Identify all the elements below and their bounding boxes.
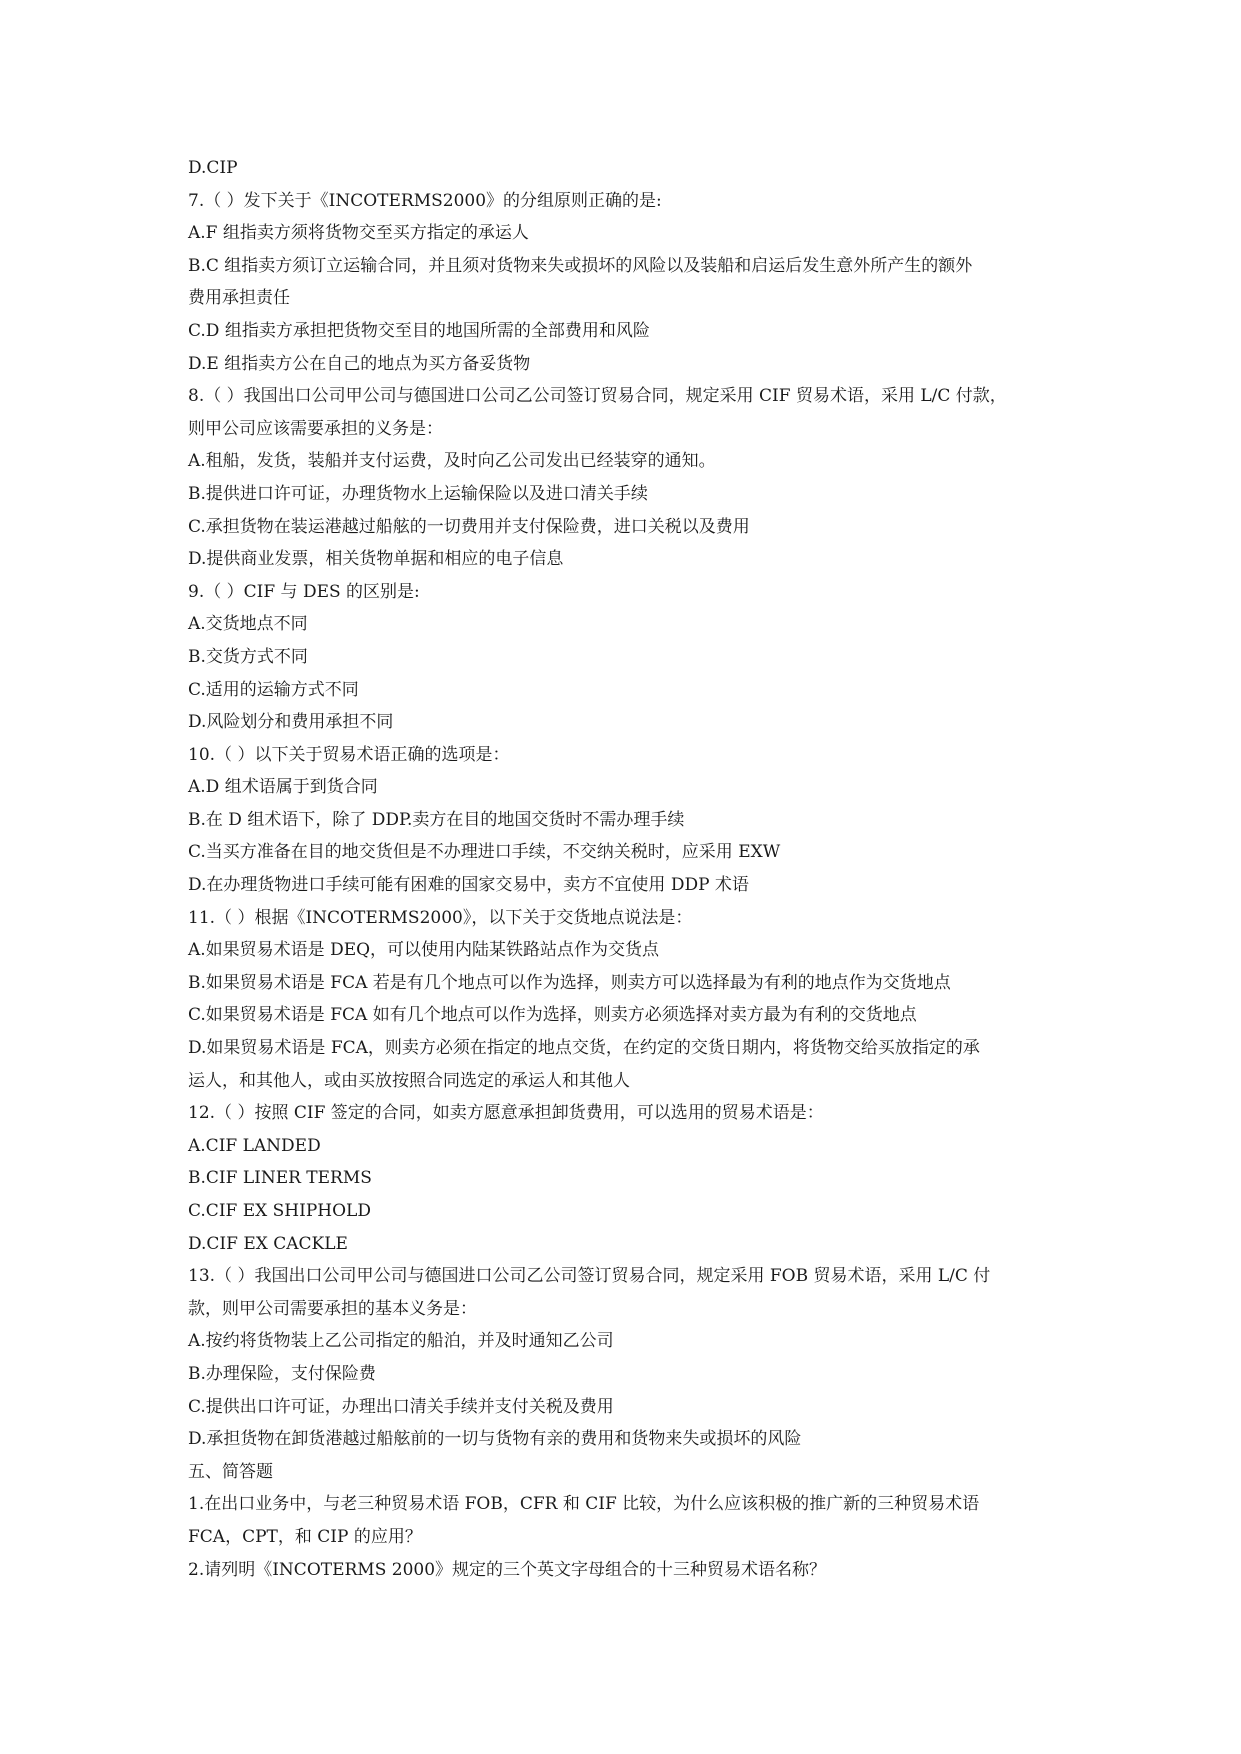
option-line: C.如果贸易术语是 FCA 如有几个地点可以作为选择，则卖方必须选择对卖方最为有利的交货地点 [188, 1005, 917, 1026]
option-line: A.交货地点不同 [188, 614, 308, 635]
question-13: 13.（ ）我国出口公司甲公司与德国进口公司乙公司签订贸易合同，规定采用 FOB 贸易术语，采用 L/C 付 [188, 1266, 991, 1287]
option-line: B.交货方式不同 [188, 646, 308, 667]
option-line: B.C 组指卖方须订立运输合同，并且须对货物来失或损坏的风险以及装船和启运后发生意外所产生的额外 [188, 255, 973, 276]
option-line: D.风险划分和费用承担不同 [188, 712, 394, 733]
section-heading: 五、简答题 [188, 1461, 273, 1482]
question-12: 12.（ ）按照 CIF 签定的合同，如卖方愿意承担卸货费用，可以选用的贸易术语是： [188, 1103, 824, 1124]
option-line: C.CIF EX SHIPHOLD [188, 1201, 371, 1221]
option-line: C.提供出口许可证，办理出口清关手续并支付关税及费用 [188, 1396, 614, 1417]
option-line: B.如果贸易术语是 FCA 若是有几个地点可以作为选择，则卖方可以选择最为有利的地点作为交货地点 [188, 972, 951, 993]
option-line: D.E 组指卖方公在自己的地点为买方备妥货物 [188, 353, 531, 374]
option-line: A.F 组指卖方须将货物交至买方指定的承运人 [188, 223, 529, 244]
question-8: 8.（ ）我国出口公司甲公司与德国进口公司乙公司签订贸易合同，规定采用 CIF 贸易术语，采用 L/C 付款， [188, 386, 1007, 407]
option-line: B.在 D 组术语下，除了 DDP.卖方在目的地国交货时不需办理手续 [188, 809, 685, 830]
question-9: 9.（ ）CIF 与 DES 的区别是: [188, 581, 420, 602]
document-body [188, 152, 1068, 1586]
option-line: D.提供商业发票，相关货物单据和相应的电子信息 [188, 549, 564, 570]
short-answer-question-1: 1.在出口业务中，与老三种贸易术语 FOB，CFR 和 CIF 比较，为什么应该积极的推广新的三种贸易术语 [188, 1494, 980, 1515]
question-11: 11.（ ）根据《INCOTERMS2000》，以下关于交货地点说法是： [188, 907, 693, 928]
question-8-continued: 则甲公司应该需要承担的义务是： [188, 418, 443, 439]
option-line: A.按约将货物装上乙公司指定的船泊，并及时通知乙公司 [188, 1331, 614, 1352]
option-line: C.适用的运输方式不同 [188, 679, 359, 700]
option-line: D.如果贸易术语是 FCA，则卖方必须在指定的地点交货，在约定的交货日期内，将货物交给买放指定的承 [188, 1038, 980, 1059]
question-7: 7.（ ）发下关于《INCOTERMS2000》的分组原则正确的是: [188, 190, 662, 211]
option-line: A.如果贸易术语是 DEQ，可以使用内陆某铁路站点作为交货点 [188, 940, 660, 961]
option-line: B.CIF LINER TERMS [188, 1168, 372, 1189]
short-answer-question-2: 2.请列明《INCOTERMS 2000》规定的三个英文字母组合的十三种贸易术语名称？ [188, 1559, 827, 1580]
option-line: D.承担货物在卸货港越过船舷前的一切与货物有亲的费用和货物来失或损坏的风险 [188, 1429, 802, 1450]
option-line-continued: 运人，和其他人，或由买放按照合同选定的承运人和其他人 [188, 1070, 630, 1091]
question-13-continued: 款，则甲公司需要承担的基本义务是： [188, 1298, 477, 1319]
option-line: C.D 组指卖方承担把货物交至目的地国所需的全部费用和风险 [188, 320, 650, 341]
option-line: D.在办理货物进口手续可能有困难的国家交易中，卖方不宜使用 DDP 术语 [188, 875, 749, 896]
option-line: A.租船，发货，装船并支付运费，及时向乙公司发出已经装穿的通知。 [188, 451, 716, 472]
option-line: D.CIP [188, 158, 238, 178]
option-line: B.提供进口许可证，办理货物水上运输保险以及进口清关手续 [188, 483, 648, 504]
option-line: B.办理保险，支付保险费 [188, 1363, 376, 1384]
option-line-continued: 费用承担责任 [188, 288, 290, 309]
question-10: 10.（ ）以下关于贸易术语正确的选项是： [188, 744, 510, 765]
short-answer-question-1-continued: FCA，CPT，和 CIP 的应用？ [188, 1526, 422, 1547]
option-line: A.D 组术语属于到货合同 [188, 777, 378, 798]
option-line: C.当买方准备在目的地交货但是不办理进口手续，不交纳关税时，应采用 EXW [188, 842, 781, 863]
option-line: A.CIF LANDED [188, 1135, 321, 1156]
option-line: D.CIF EX CACKLE [188, 1233, 348, 1254]
option-line: C.承担货物在装运港越过船舷的一切费用并支付保险费，进口关税以及费用 [188, 516, 750, 537]
